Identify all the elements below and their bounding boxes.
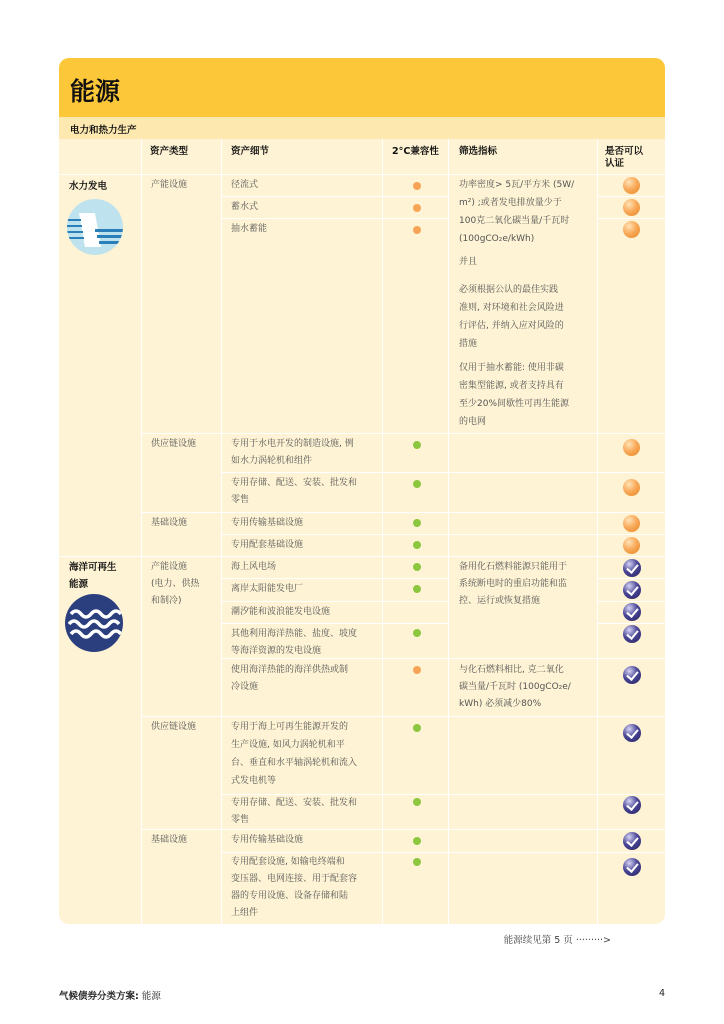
hydro-supply-type: 供应链设施	[151, 439, 197, 449]
hydro-criteria-13: 的电网	[459, 417, 487, 427]
page-number: 4	[659, 988, 666, 999]
hydro-supply-detail-4: 零售	[231, 495, 250, 505]
compat-dot	[413, 519, 421, 527]
section-title: 电力和热力生产	[70, 125, 137, 136]
ocean-infra-detail-2: 专用配套设施, 如输电终端和	[231, 857, 345, 867]
hydro-criteria-9: 措施	[459, 339, 478, 349]
section-bar	[59, 117, 665, 139]
certified-check-icon	[623, 603, 641, 621]
ocean-criteria-a-3: 控、运行或恢复措施	[459, 596, 541, 606]
compat-dot	[413, 666, 421, 674]
certified-check-icon	[623, 832, 641, 850]
document-footer	[59, 988, 161, 1002]
certified-check-icon	[623, 581, 641, 599]
hydro-infra-detail-2: 专用配套基础设施	[231, 540, 304, 550]
ocean-supply-detail-4: 式发电机等	[231, 776, 277, 786]
compat-dot	[413, 724, 421, 732]
ocean-infra-detail-1: 专用传输基础设施	[231, 835, 304, 845]
category-ocean-line1: 海洋可再生	[69, 562, 117, 573]
header-asset-type: 资产类型	[150, 146, 189, 157]
hydro-dam-icon	[67, 199, 123, 255]
hydro-supply-detail-3: 专用存储、配送、安装、批发和	[231, 478, 358, 488]
compat-dot	[413, 585, 421, 593]
ocean-criteria-a-1: 备用化石燃料能源只能用于	[459, 562, 568, 572]
ocean-criteria-b-2: 碳当量/千瓦时 (100gCO₂e/	[459, 682, 571, 692]
certifiable-orb-icon	[623, 515, 640, 532]
compat-dot	[413, 541, 421, 549]
header-2c-compatible: 2°C兼容性	[392, 146, 439, 157]
hydro-criteria-and: 并且	[459, 257, 478, 267]
ocean-generation-type-3: 和制冷)	[151, 596, 182, 606]
compat-dot	[413, 480, 421, 488]
certifiable-orb-icon	[623, 177, 640, 194]
compat-dot	[413, 441, 421, 449]
hydro-detail-run-of-river: 径流式	[231, 180, 259, 190]
hydro-detail-reservoir: 蓄水式	[231, 202, 259, 212]
ocean-criteria-a-2: 系统断电时的重启功能和监	[459, 579, 568, 589]
title-banner	[59, 58, 665, 117]
ocean-generation-type-1: 产能设施	[151, 562, 188, 572]
hydro-criteria-2: m²) ;或者发电排放量少于	[459, 198, 562, 208]
hydro-infra-type: 基础设施	[151, 518, 188, 528]
ocean-supply-detail-5: 专用存储、配送、安装、批发和	[231, 798, 358, 808]
hydro-supply-detail-2: 如水力涡轮机和组件	[231, 456, 313, 466]
ocean-detail-thermal-1: 使用海洋热能的海洋供热或制	[231, 665, 349, 675]
energy-table-card	[59, 58, 665, 924]
hydro-criteria-3: 100克二氧化碳当量/千瓦时	[459, 216, 570, 226]
compat-dot	[413, 629, 421, 637]
ocean-supply-detail-1: 专用于海上可再生能源开发的	[231, 722, 349, 732]
certifiable-orb-icon	[623, 199, 640, 216]
compat-dot	[413, 204, 421, 212]
ocean-infra-detail-3: 变压器、电网连接、用于配套容	[231, 874, 358, 884]
compat-dot	[413, 837, 421, 845]
certified-check-icon	[623, 796, 641, 814]
ocean-supply-detail-6: 零售	[231, 815, 250, 825]
certified-check-icon	[623, 666, 641, 684]
compat-dot	[413, 858, 421, 866]
ocean-detail-thermal-2: 冷设施	[231, 682, 259, 692]
continued-link[interactable]: 能源续见第 5 页 ·········>	[503, 935, 611, 946]
certifiable-orb-icon	[623, 537, 640, 554]
compat-dot	[413, 563, 421, 571]
ocean-detail-tidal-wave: 潮汐能和波浪能发电设施	[231, 607, 331, 617]
hydro-criteria-4: (100gCO₂e/kWh)	[459, 234, 535, 244]
ocean-infra-detail-5: 上组件	[231, 908, 259, 918]
certifiable-orb-icon	[623, 221, 640, 238]
hydro-criteria-6: 必须根据公认的最佳实践	[459, 285, 559, 295]
hydro-infra-detail-1: 专用传输基础设施	[231, 518, 304, 528]
ocean-detail-offshore-solar: 离岸太阳能发电厂	[231, 584, 304, 594]
hydro-supply-detail-1: 专用于水电开发的制造设施, 例	[231, 439, 354, 449]
hydro-generation-type: 产能设施	[151, 180, 188, 190]
ocean-generation-type-2: (电力、供热	[151, 579, 200, 589]
header-certifiable: 是否可以认证	[605, 146, 644, 169]
category-hydro: 水力发电	[69, 181, 108, 192]
certifiable-orb-icon	[623, 439, 640, 456]
certified-check-icon	[623, 625, 641, 643]
ocean-infra-detail-4: 器的专用设施、设备存储和陆	[231, 891, 349, 901]
ocean-detail-offshore-wind: 海上风电场	[231, 562, 277, 572]
ocean-detail-other-1: 其他利用海洋热能、盐度、坡度	[231, 629, 358, 639]
certified-check-icon	[623, 559, 641, 577]
page-title: 能源	[70, 77, 121, 106]
hydro-detail-pumped-storage: 抽水蓄能	[231, 224, 268, 234]
hydro-criteria-7: 准则, 对环境和社会风险进	[459, 303, 564, 313]
ocean-criteria-b-3: kWh) 必须减少80%	[459, 699, 542, 709]
ocean-infra-type: 基础设施	[151, 835, 188, 845]
hydro-criteria-8: 行评估, 并纳入应对风险的	[459, 321, 564, 331]
header-criteria: 筛选指标	[459, 146, 498, 157]
document-name: 气候债券分类方案:	[59, 991, 139, 1002]
ocean-criteria-b-1: 与化石燃料相比, 克二氧化	[459, 665, 564, 675]
document-section: 能源	[138, 991, 161, 1002]
ocean-supply-detail-2: 生产设施, 如风力涡轮机和平	[231, 740, 345, 750]
certified-check-icon	[623, 724, 641, 742]
certified-check-icon	[623, 858, 641, 876]
hydro-criteria-10: 仅用于抽水蓄能: 使用非碳	[459, 363, 564, 373]
ocean-supply-detail-3: 台、垂直和水平轴涡轮机和流入	[231, 758, 358, 768]
compat-dot	[413, 226, 421, 234]
ocean-detail-other-2: 等海洋资源的发电设施	[231, 646, 322, 656]
header-asset-detail: 资产细节	[231, 146, 270, 157]
hydro-criteria-1: 功率密度> 5瓦/平方米 (5W/	[459, 180, 575, 190]
certifiable-orb-icon	[623, 479, 640, 496]
compat-dot	[413, 798, 421, 806]
ocean-waves-icon	[65, 594, 123, 652]
hydro-criteria-12: 至少20%间歇性可再生能源	[459, 399, 570, 409]
category-ocean-line2: 能源	[69, 579, 89, 590]
ocean-supply-type: 供应链设施	[151, 722, 197, 732]
hydro-criteria-11: 密集型能源, 或者支持具有	[459, 381, 564, 391]
compat-dot	[413, 182, 421, 190]
